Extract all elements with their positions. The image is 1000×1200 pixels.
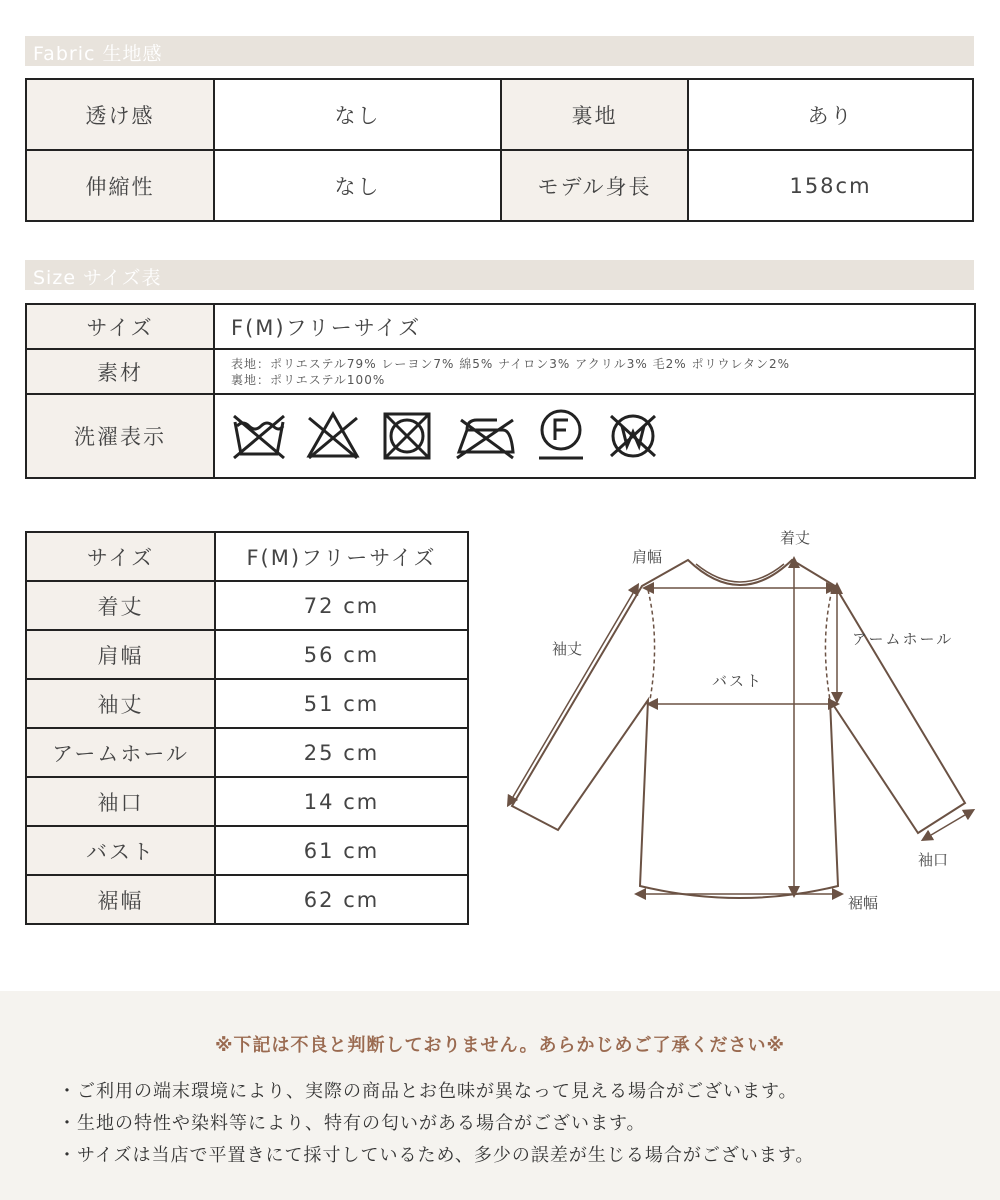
armhole-label: アームホール bbox=[852, 630, 954, 648]
table-cell: アームホール bbox=[26, 728, 215, 777]
table-cell: なし bbox=[214, 79, 501, 150]
no-tumble-dry-icon bbox=[379, 410, 435, 462]
table-cell: なし bbox=[214, 150, 501, 221]
cuff-arrow bbox=[926, 812, 970, 838]
table-cell: 袖口 bbox=[26, 777, 215, 826]
table-row bbox=[26, 150, 973, 221]
table-row bbox=[26, 630, 468, 679]
no-bleach-icon bbox=[305, 410, 361, 462]
table-row bbox=[26, 679, 468, 728]
table-cell: バスト bbox=[26, 826, 215, 875]
material-line: 裏地：ポリエステル100% bbox=[231, 372, 386, 387]
notice-section bbox=[0, 991, 1000, 1200]
fabric-section-header bbox=[25, 36, 974, 66]
table-row bbox=[26, 581, 468, 630]
table-row bbox=[26, 304, 975, 349]
table-row bbox=[26, 79, 973, 150]
table-cell: 51 cm bbox=[215, 679, 468, 728]
notice-line: ・生地の特性や染料等により、特有の匂いがある場合がございます。 bbox=[58, 1113, 646, 1134]
table-cell: 裾幅 bbox=[26, 875, 215, 924]
table-cell: 61 cm bbox=[215, 826, 468, 875]
dry-clean-f-icon bbox=[535, 408, 587, 464]
care-icons bbox=[214, 394, 975, 478]
length-label: 着丈 bbox=[780, 529, 811, 547]
size-value: F(M)フリーサイズ bbox=[214, 304, 975, 349]
table-cell: 56 cm bbox=[215, 630, 468, 679]
no-wet-clean-icon bbox=[605, 410, 661, 462]
table-row bbox=[26, 349, 975, 394]
table-row bbox=[26, 826, 468, 875]
cuff-label: 袖口 bbox=[918, 851, 949, 869]
table-cell: 25 cm bbox=[215, 728, 468, 777]
size-section-header bbox=[25, 260, 974, 290]
table-row bbox=[26, 394, 975, 478]
size-label: サイズ bbox=[26, 304, 214, 349]
size-table bbox=[25, 531, 469, 925]
table-header-cell: サイズ bbox=[26, 532, 215, 581]
notice-line: ・サイズは当店で平置きにて採寸しているため、多少の誤差が生じる場合がございます。 bbox=[58, 1145, 815, 1166]
size-section-title: Size サイズ表 bbox=[33, 267, 162, 289]
table-cell: あり bbox=[688, 79, 973, 150]
table-row bbox=[26, 532, 468, 581]
size-info-table bbox=[25, 303, 976, 479]
material-value bbox=[214, 349, 975, 394]
garment-diagram bbox=[500, 520, 980, 920]
garment-outline bbox=[512, 560, 965, 898]
table-cell: 袖丈 bbox=[26, 679, 215, 728]
table-cell: 透け感 bbox=[26, 79, 214, 150]
care-label: 洗濯表示 bbox=[26, 394, 214, 478]
no-iron-icon bbox=[453, 410, 517, 462]
fabric-table bbox=[25, 78, 974, 222]
table-row bbox=[26, 777, 468, 826]
hem-label: 裾幅 bbox=[848, 894, 879, 912]
table-cell: 62 cm bbox=[215, 875, 468, 924]
table-cell: 158cm bbox=[688, 150, 973, 221]
bust-label: バスト bbox=[712, 672, 764, 690]
table-header-cell: F(M)フリーサイズ bbox=[215, 532, 468, 581]
material-line: 表地：ポリエステル79% レーヨン7% 綿5% ナイロン3% アクリル3% 毛2% ポリウレタン2% bbox=[231, 356, 791, 371]
table-cell: 14 cm bbox=[215, 777, 468, 826]
fabric-section-title: Fabric 生地感 bbox=[33, 43, 163, 65]
table-cell: 着丈 bbox=[26, 581, 215, 630]
table-cell: 肩幅 bbox=[26, 630, 215, 679]
table-row bbox=[26, 875, 468, 924]
no-wash-icon bbox=[231, 410, 287, 462]
table-cell: 72 cm bbox=[215, 581, 468, 630]
sleeve-label: 袖丈 bbox=[552, 640, 583, 658]
table-row bbox=[26, 728, 468, 777]
notice-title: ※下記は不良と判断しておりません。あらかじめご了承ください※ bbox=[214, 1035, 786, 1056]
table-cell: 伸縮性 bbox=[26, 150, 214, 221]
table-cell: 裏地 bbox=[501, 79, 688, 150]
notice-line: ・ご利用の端末環境により、実際の商品とお色味が異なって見える場合がございます。 bbox=[58, 1081, 798, 1102]
shoulder-label: 肩幅 bbox=[632, 548, 663, 566]
sleeve-arrow bbox=[510, 588, 636, 802]
table-cell: モデル身長 bbox=[501, 150, 688, 221]
material-label: 素材 bbox=[26, 349, 214, 394]
